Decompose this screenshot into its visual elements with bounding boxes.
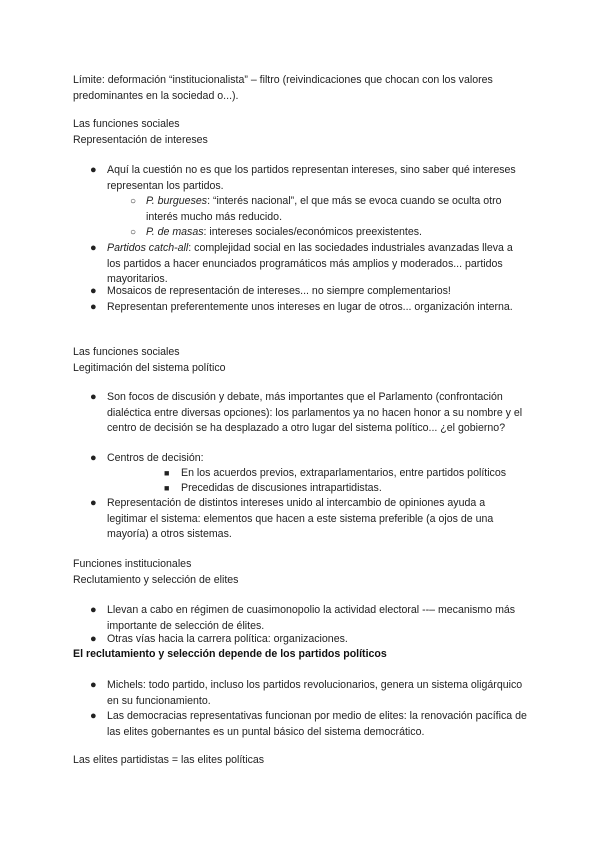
- emph: Partidos catch-all: [107, 242, 189, 254]
- s1-bullet2: [107, 241, 527, 288]
- intro-paragraph: Límite: deformación “institucionalista” – filtro (reivindicaciones que chocan con los valores predominantes en la sociedad o...).: [73, 74, 493, 102]
- bullet-icon: ●: [90, 285, 97, 297]
- emph: P. de masas: [146, 226, 204, 238]
- s1-bullet4: Representan preferentemente unos intereses en lugar de otros... organización interna.: [107, 301, 513, 313]
- section3-subtitle: Reclutamiento y selección de elites: [73, 574, 239, 586]
- s2-bullet3: Representación de distintos intereses unido al intercambio de opiniones ayuda a legitimar el sistema: elementos que hacen a este sistema preferible (a ojos de una mayoría) a otros sistemas.: [107, 497, 494, 541]
- s3-bullet1: Llevan a cabo en régimen de cuasimonopolio la actividad electoral --– mecanismo más importante de selección de élites.: [107, 604, 516, 632]
- section1-title: Las funciones sociales: [73, 118, 180, 130]
- s3-bullet3: Michels: todo partido, incluso los partidos revolucionarios, genera un sistema oligárquico en su funcionamiento.: [107, 679, 523, 707]
- bullet-icon: ●: [90, 497, 97, 509]
- bullet-icon: ●: [90, 679, 97, 691]
- bullet-icon: ●: [90, 391, 97, 403]
- s1-subbullet2: [146, 225, 526, 241]
- s2-bullet2: Centros de decisión:: [107, 452, 204, 464]
- s1-bullet3: Mosaicos de representación de intereses... no siempre complementarios!: [107, 285, 451, 297]
- text: : intereses sociales/económicos preexistentes.: [203, 226, 422, 238]
- bullet-icon: ●: [90, 710, 97, 722]
- s2-subbullet1: En los acuerdos previos, extraparlamentarios, entre partidos políticos: [181, 467, 507, 479]
- bold-statement: El reclutamiento y selección depende de los partidos políticos: [73, 648, 387, 660]
- closing-line: Las elites partidistas = las elites políticas: [73, 754, 265, 766]
- square-bullet-icon: ■: [164, 483, 170, 493]
- s3-bullet2: Otras vías hacia la carrera política: organizaciones.: [107, 633, 348, 645]
- bullet-icon: ●: [90, 301, 97, 313]
- square-bullet-icon: ■: [164, 468, 170, 478]
- s1-bullet1: Aquí la cuestión no es que los partidos representan intereses, sino saber qué intereses representan los partidos.: [107, 164, 516, 192]
- emph: P. burgueses: [146, 195, 208, 207]
- section2-title: Las funciones sociales: [73, 346, 180, 358]
- text: : complejidad social en las sociedades industriales avanzadas lleva a los partidos a hacer enunciados programáticos más amplios y moderados... partidos mayoritarios.: [107, 242, 513, 286]
- bullet-icon: ●: [90, 604, 97, 616]
- bullet-icon: ●: [90, 242, 97, 254]
- s1-subbullet1: [146, 194, 526, 225]
- bullet-icon: ●: [90, 633, 97, 645]
- section3-title: Funciones institucionales: [73, 558, 192, 570]
- circle-bullet-icon: ○: [130, 227, 137, 238]
- bullet-icon: ●: [90, 452, 97, 464]
- section2-subtitle: Legitimación del sistema político: [73, 362, 226, 374]
- section1-subtitle: Representación de intereses: [73, 134, 208, 146]
- text: : “interés nacional”, el que más se evoca cuando se oculta otro interés mucho más reducido.: [146, 195, 502, 223]
- s3-bullet4: Las democracias representativas funcionan por medio de elites: la renovación pacífica de las elites gobernantes es un puntal básico del sistema democrático.: [107, 710, 527, 738]
- bullet-icon: ●: [90, 164, 97, 176]
- s2-subbullet2: Precedidas de discusiones intrapartidistas.: [181, 482, 382, 494]
- circle-bullet-icon: ○: [130, 196, 137, 207]
- s2-bullet1: Son focos de discusión y debate, más importantes que el Parlamento (confrontación dialéctica entre diversas opciones): los parlamentos ya no hacen honor a su nombre y el centro de decisión se ha desplazado a otro lugar del sistema político... ¿el gobierno?: [107, 391, 523, 435]
